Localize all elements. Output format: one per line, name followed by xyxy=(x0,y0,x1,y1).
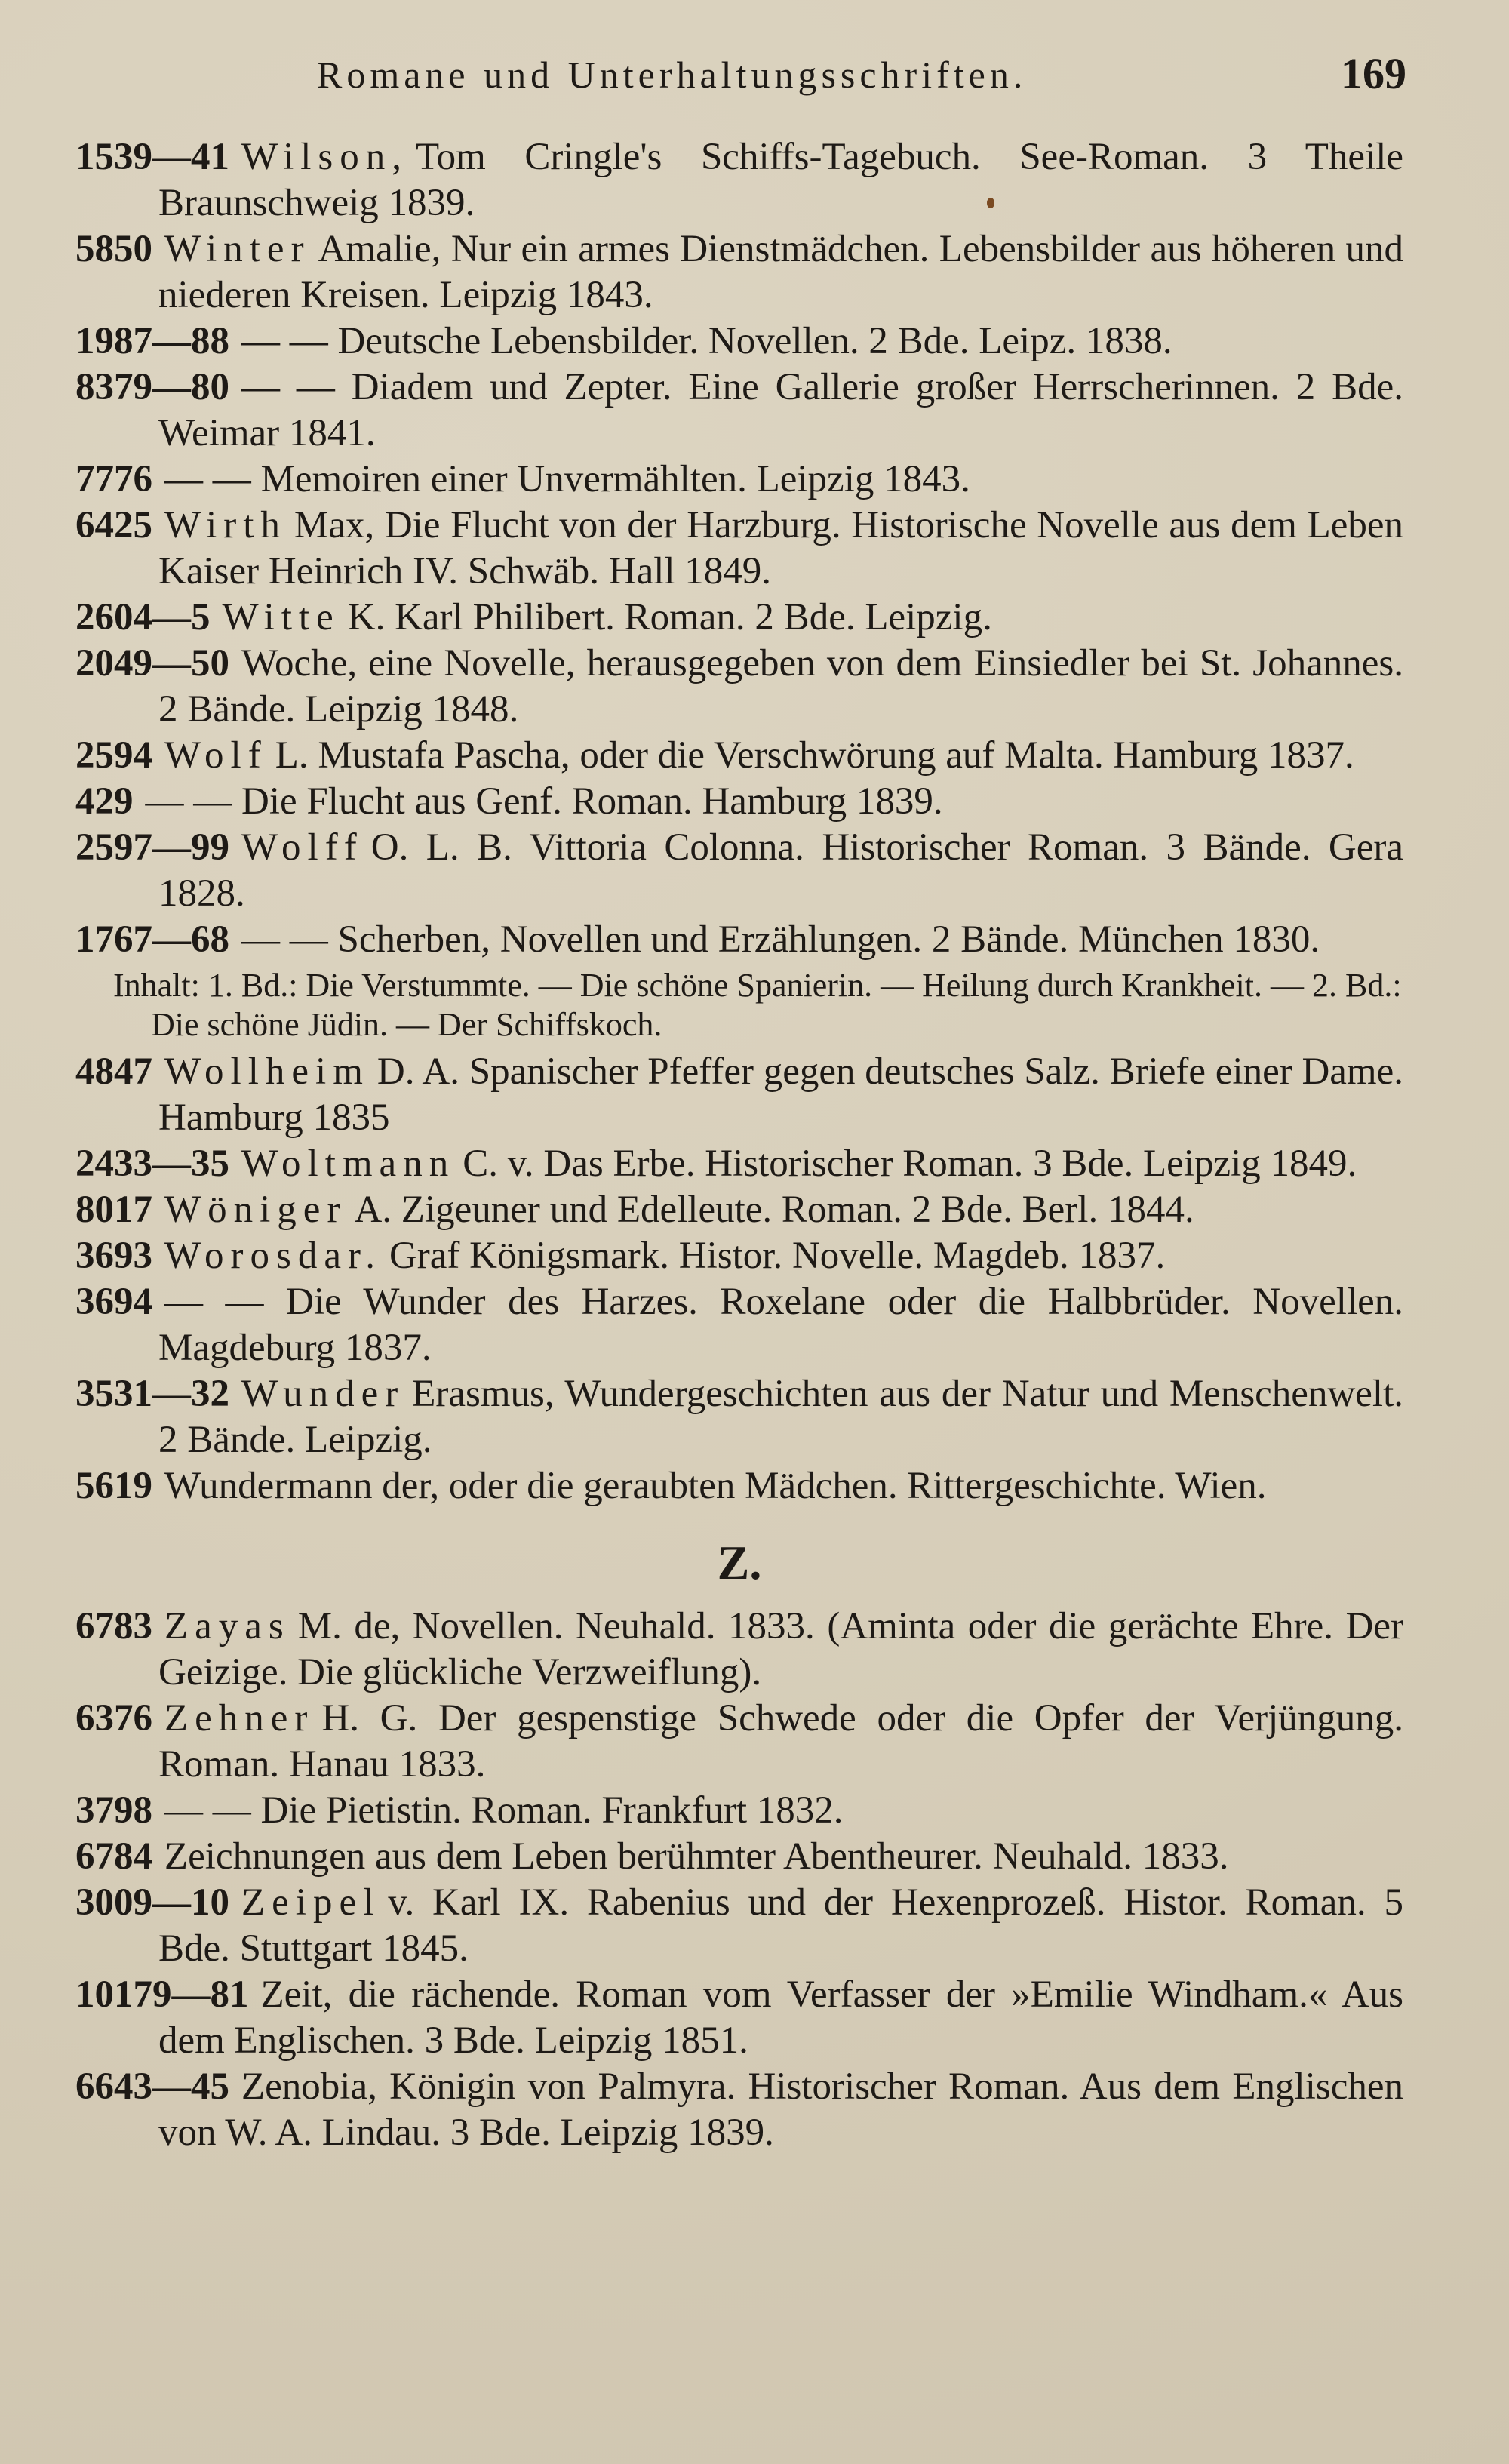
entry-text: O. L. B. Vittoria Colonna. Historischer Roman. 3 Bände. Gera 1828. xyxy=(158,826,1403,915)
catalog-entry xyxy=(75,1049,1403,1141)
book-page xyxy=(75,45,1406,2156)
entry-text: Max, Die Flucht von der Harzburg. Historische Novelle aus dem Leben Kaiser Heinrich IV. Schwäb. Hall 1849. xyxy=(158,504,1403,592)
catalog-entry xyxy=(75,917,1403,963)
entry-text: — — Diadem und Zepter. Eine Gallerie großer Herrscherinnen. 2 Bde. Weimar 1841. xyxy=(158,366,1403,454)
catalog-entry xyxy=(75,1141,1403,1187)
entry-author: Zeipel xyxy=(241,1881,381,1924)
entry-author: Winter xyxy=(164,228,311,270)
entry-number: 2594 xyxy=(75,734,152,777)
entry-author: Wirth xyxy=(164,504,287,546)
entry-text: Graf Königsmark. Histor. Novelle. Magdeb. 1837. xyxy=(389,1235,1166,1277)
catalog-entry xyxy=(75,641,1403,733)
catalog-entry xyxy=(75,1834,1403,1880)
catalog-entry xyxy=(75,1880,1403,1972)
entry-author: Wöniger xyxy=(164,1189,347,1231)
entry-text: — — Deutsche Lebensbilder. Novellen. 2 Bde. Leipz. 1838. xyxy=(241,320,1172,362)
entry-text: — — Die Wunder des Harzes. Roxelane oder die Halbbrüder. Novellen. Magdeburg 1837. xyxy=(158,1281,1403,1369)
entry-number: 5619 xyxy=(75,1465,152,1507)
catalog-entry xyxy=(75,365,1403,457)
page-number: 169 xyxy=(1341,49,1406,98)
entry-author: Woltmann xyxy=(241,1143,456,1185)
entry-text: Zenobia, Königin von Palmyra. Historischer Roman. Aus dem Englischen von W. A. Lindau. 3 Bde. Leipzig 1839. xyxy=(158,2066,1403,2154)
entry-text: A. Zigeuner und Edelleute. Roman. 2 Bde. Berl. 1844. xyxy=(354,1189,1194,1231)
entry-number: 3693 xyxy=(75,1235,152,1277)
entry-number: 6783 xyxy=(75,1605,152,1647)
entry-number: 2049—50 xyxy=(75,642,229,684)
entry-number: 8379—80 xyxy=(75,366,229,408)
entry-number: 5850 xyxy=(75,228,152,270)
entry-number: 1539—41 xyxy=(75,136,229,178)
paper-stain xyxy=(987,198,994,208)
entry-number: 8017 xyxy=(75,1189,152,1231)
entry-text: M. de, Novellen. Neuhald. 1833. (Aminta oder die gerächte Ehre. Der Geizige. Die glückliche Verzweiflung). xyxy=(158,1605,1403,1693)
catalog-entries xyxy=(75,134,1403,2156)
entry-author: Wolff xyxy=(241,826,364,869)
entry-text: L. Mustafa Pascha, oder die Verschwörung auf Malta. Hamburg 1837. xyxy=(275,734,1354,777)
catalog-entry xyxy=(75,733,1403,779)
entry-number: 6784 xyxy=(75,1835,152,1878)
entry-number: 1987—88 xyxy=(75,320,229,362)
entry-author: Wilson, xyxy=(241,136,409,178)
entry-author: Witte xyxy=(222,596,340,638)
entry-text: Zeit, die rächende. Roman vom Verfasser der »Emilie Windham.« Aus dem Englischen. 3 Bde. Leipzig 1851. xyxy=(158,1973,1403,2062)
entry-text: — — Die Flucht aus Genf. Roman. Hamburg 1839. xyxy=(145,780,943,823)
entry-text: D. A. Spanischer Pfeffer gegen deutsches Salz. Briefe einer Dame. Hamburg 1835 xyxy=(158,1051,1403,1139)
entry-number: 2604—5 xyxy=(75,596,211,638)
catalog-entry xyxy=(75,1604,1403,1696)
entry-number: 3531—32 xyxy=(75,1373,229,1415)
entry-number: 6425 xyxy=(75,504,152,546)
catalog-entry xyxy=(75,779,1403,825)
catalog-entry xyxy=(75,1187,1403,1233)
entry-text: C. v. Das Erbe. Historischer Roman. 3 Bde. Leipzig 1849. xyxy=(463,1143,1357,1185)
entry-number: 2433—35 xyxy=(75,1143,229,1185)
entry-text: Amalie, Nur ein armes Dienstmädchen. Lebensbilder aus höheren und niederen Kreisen. Leipzig 1843. xyxy=(158,228,1403,316)
entry-number: 3009—10 xyxy=(75,1881,229,1924)
entry-author: Wollheim xyxy=(164,1051,370,1093)
entry-number: 6643—45 xyxy=(75,2066,229,2108)
page-header xyxy=(75,45,1406,113)
catalog-entry xyxy=(75,1463,1403,1509)
entry-author: Zayas xyxy=(164,1605,290,1647)
entry-text: Woche, eine Novelle, herausgegeben von dem Einsiedler bei St. Johannes. 2 Bände. Leipzig 1848. xyxy=(158,642,1403,731)
catalog-entry xyxy=(75,595,1403,641)
entry-text: H. G. Der gespenstige Schwede oder die Opfer der Verjüngung. Roman. Hanau 1833. xyxy=(158,1697,1403,1786)
entry-number: 10179—81 xyxy=(75,1973,249,2016)
entry-text: — — Scherben, Novellen und Erzählungen. 2 Bände. München 1830. xyxy=(241,918,1320,961)
entry-author: Worosdar. xyxy=(164,1235,382,1277)
entry-text: v. Karl IX. Rabenius und der Hexenprozeß. Histor. Roman. 5 Bde. Stuttgart 1845. xyxy=(158,1881,1403,1970)
catalog-entry xyxy=(75,1233,1403,1279)
entry-text: Tom Cringle's Schiffs-Tagebuch. See-Roman. 3 Theile Braunschweig 1839. xyxy=(158,136,1403,224)
catalog-entry xyxy=(75,2064,1403,2156)
catalog-entry xyxy=(75,457,1403,503)
catalog-entry xyxy=(75,134,1403,226)
entry-text: — — Memoiren einer Unvermählten. Leipzig 1843. xyxy=(164,458,970,500)
section-heading: Z. xyxy=(717,1536,762,1589)
catalog-entry xyxy=(75,1371,1403,1463)
catalog-entry xyxy=(75,1696,1403,1788)
entry-contents-note: Inhalt: 1. Bd.: Die Verstummte. — Die schöne Spanierin. — Heilung durch Krankheit. — 2. Bd.: Die schöne Jüdin. — Der Schiffskoch. xyxy=(113,967,1402,1043)
entry-text: Wundermann der, oder die geraubten Mädchen. Rittergeschichte. Wien. xyxy=(164,1465,1267,1507)
entry-number: 3798 xyxy=(75,1789,152,1832)
catalog-entry xyxy=(75,825,1403,917)
entries-z xyxy=(75,1604,1403,2156)
catalog-entry xyxy=(75,1788,1403,1834)
entry-number: 4847 xyxy=(75,1051,152,1093)
catalog-entry xyxy=(75,503,1403,595)
running-title: Romane und Unterhaltungsschriften. xyxy=(317,54,1028,96)
entries-w xyxy=(75,134,1403,1509)
entry-number: 6376 xyxy=(75,1697,152,1740)
entry-author: Wolf xyxy=(164,734,268,777)
entry-text: Erasmus, Wundergeschichten aus der Natur und Menschenwelt. 2 Bände. Leipzig. xyxy=(158,1373,1403,1461)
entry-author: Zehner xyxy=(164,1697,315,1740)
entry-text: — — Die Pietistin. Roman. Frankfurt 1832. xyxy=(164,1789,844,1832)
catalog-entry xyxy=(75,226,1403,318)
entry-text: K. Karl Philibert. Roman. 2 Bde. Leipzig. xyxy=(347,596,992,638)
entry-author: Wunder xyxy=(241,1373,405,1415)
catalog-entry xyxy=(75,1279,1403,1371)
entry-text: Zeichnungen aus dem Leben berühmter Abentheurer. Neuhald. 1833. xyxy=(164,1835,1229,1878)
entry-number: 429 xyxy=(75,780,134,823)
entry-number: 2597—99 xyxy=(75,826,229,869)
entry-number: 3694 xyxy=(75,1281,152,1323)
entry-number: 1767—68 xyxy=(75,918,229,961)
entry-number: 7776 xyxy=(75,458,152,500)
catalog-entry xyxy=(75,318,1403,365)
catalog-entry xyxy=(75,1972,1403,2064)
